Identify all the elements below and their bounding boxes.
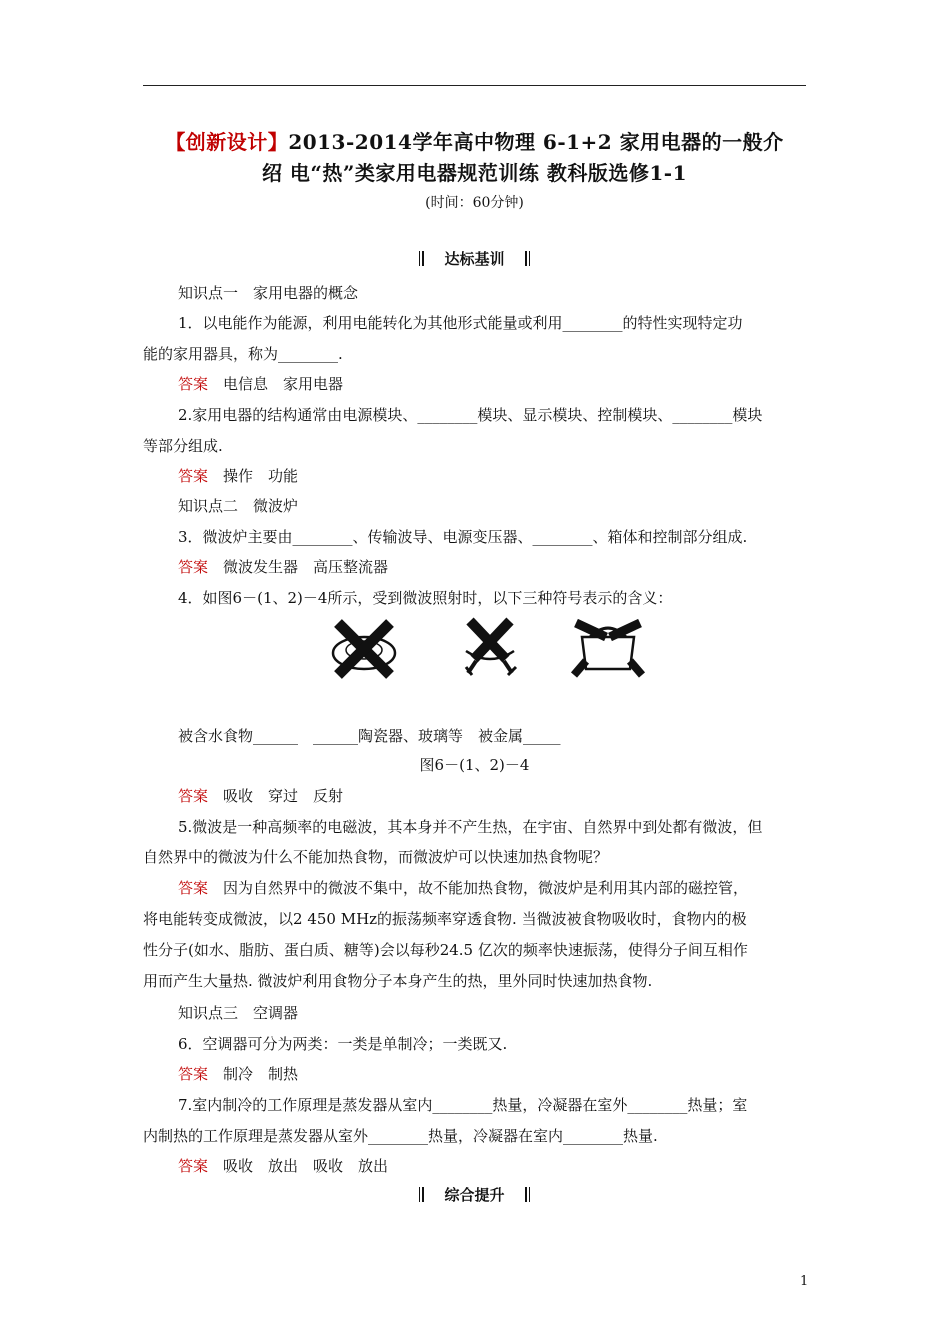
answer-text: 因为自然界中的微波不集中，故不能加热食物，微波炉是利用其内部的磁控管， (223, 879, 749, 897)
question-6: 6．空调器可分为两类：一类是单制冷；一类既又. (178, 1035, 508, 1053)
answer-text: 吸收 穿过 反射 (223, 787, 344, 805)
title-line1-rest: 2013-2014学年高中物理 6-1+2 家用电器的一般介 (288, 130, 784, 154)
answer-1 (178, 373, 343, 394)
answer-4 (178, 785, 343, 806)
header-rule (143, 85, 806, 86)
question-5-line1: 5.微波是一种高频率的电磁波，其本身并不产生热，在宇宙、自然界中到处都有微波，但 (178, 818, 763, 836)
section-basic (143, 248, 806, 269)
time-limit: (时间：60分钟) (425, 195, 524, 211)
figure-caption: 图6－(1、2)－4 (419, 756, 530, 774)
section-bar (419, 1187, 420, 1202)
question-7-line1: 7.室内制冷的工作原理是蒸发器从室内________热量，冷凝器在室外________热量；室 (178, 1096, 748, 1114)
answer-label: 答案 (178, 467, 209, 485)
answer-label: 答案 (178, 558, 209, 576)
answer-text: 微波发生器 高压整流器 (223, 558, 389, 576)
answer-text: 吸收 放出 吸收 放出 (223, 1157, 389, 1175)
answer-label: 答案 (178, 1065, 209, 1083)
answer-text: 制冷 制热 (223, 1065, 299, 1083)
answer-label: 答案 (178, 375, 209, 393)
answer-text: 电信息 家用电器 (223, 375, 344, 393)
knowledge-point-1: 知识点一 家用电器的概念 (178, 284, 359, 302)
question-1-line2: 能的家用器具，称为________. (143, 345, 343, 363)
section-basic-label: 达标基训 (444, 250, 505, 268)
question-4: 4．如图6－(1、2)－4所示，受到微波照射时，以下三种符号表示的含义： (178, 589, 673, 607)
answer-label: 答案 (178, 787, 209, 805)
answer-label: 答案 (178, 1157, 209, 1175)
knowledge-point-2: 知识点二 微波炉 (178, 497, 299, 515)
answer-5-line4: 用而产生大量热. 微波炉利用食物分子本身产生的热，里外同时快速加热食物. (143, 972, 653, 990)
section-advanced-label: 综合提升 (444, 1186, 505, 1204)
doc-title-line2: 绍 电“热”类家用电器规范训练 教科版选修1-1 (261, 161, 688, 185)
answer-text: 操作 功能 (223, 467, 299, 485)
answer-label: 答案 (178, 879, 209, 897)
title-prefix: 【创新设计】 (165, 130, 289, 154)
question-4-labels: 被含水食物______ ______陶瓷器、玻璃等 被金属_____ (178, 727, 561, 745)
question-2-line2: 等部分组成. (143, 437, 223, 455)
question-3: 3．微波炉主要由________、传输波导、电源变压器、________、箱体和控制部分组成. (178, 528, 748, 546)
doc-title-line1 (143, 126, 806, 155)
section-bar (525, 251, 527, 266)
section-advanced (143, 1184, 806, 1205)
answer-5-line3: 性分子(如水、脂肪、蛋白质、糖等)会以每秒24.5 亿次的频率快速振荡，使得分子间互相作 (143, 941, 748, 959)
section-bar (525, 1187, 527, 1202)
section-bar (422, 1187, 424, 1202)
answer-2 (178, 465, 298, 486)
question-7-line2: 内制热的工作原理是蒸发器从室外________热量，冷凝器在室内________热量. (143, 1127, 658, 1145)
answer-5-line1 (178, 877, 748, 898)
absorb-symbol-icon (330, 615, 398, 683)
question-5-line2: 自然界中的微波为什么不能加热食物，而微波炉可以快速加热食物呢？ (143, 848, 609, 866)
answer-7 (178, 1155, 388, 1176)
answer-6 (178, 1063, 298, 1084)
section-bar (422, 251, 424, 266)
answer-5-line2: 将电能转变成微波，以2 450 MHz的振荡频率穿透食物. 当微波被食物吸收时，食物内的极 (143, 910, 747, 928)
microwave-symbols-figure (330, 615, 650, 685)
reflect-symbol-icon (570, 615, 646, 681)
section-bar (529, 251, 530, 266)
question-1-line1: 1．以电能作为能源，利用电能转化为其他形式能量或利用________的特性实现特定功 (178, 314, 743, 332)
question-2-line1: 2.家用电器的结构通常由电源模块、________模块、显示模块、控制模块、________模块 (178, 406, 763, 424)
answer-3 (178, 556, 388, 577)
page-number: 1 (800, 1274, 809, 1289)
section-bar (419, 251, 420, 266)
section-bar (529, 1187, 530, 1202)
knowledge-point-3: 知识点三 空调器 (178, 1004, 299, 1022)
pass-through-symbol-icon (460, 615, 520, 679)
